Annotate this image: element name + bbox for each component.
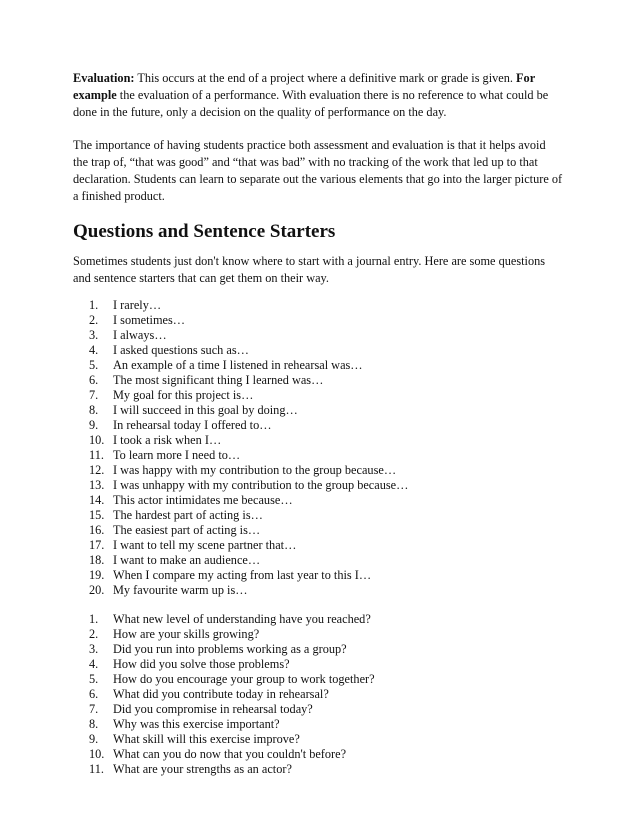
list-item-text: My favourite warm up is…: [113, 583, 248, 597]
sentence-starter-item: [73, 538, 563, 553]
list-number: 16.: [89, 523, 105, 537]
list-number: 6.: [89, 373, 99, 387]
list-item-text: I always…: [113, 328, 167, 342]
list-number: 17.: [89, 538, 105, 552]
sentence-starter-item: [73, 478, 563, 493]
list-number: 8.: [89, 717, 99, 731]
list-number: 1.: [89, 612, 99, 626]
sentence-starter-item: [73, 358, 563, 373]
question-item: [73, 717, 563, 732]
list-item-text: How are your skills growing?: [113, 627, 260, 641]
list-item-text: What are your strengths as an actor?: [113, 762, 292, 776]
list-item-text: The hardest part of acting is…: [113, 508, 263, 522]
list-item-text: My goal for this project is…: [113, 388, 254, 402]
list-number: 10.: [89, 747, 105, 761]
sentence-starter-item: [73, 298, 563, 313]
evaluation-text-1: This occurs at the end of a project where a definitive mark or grade is given.: [134, 71, 517, 85]
list-number: 1.: [89, 298, 99, 312]
list-number: 5.: [89, 672, 99, 686]
list-item-text: I asked questions such as…: [113, 343, 249, 357]
list-item-text: To learn more I need to…: [113, 448, 241, 462]
question-item: [73, 612, 563, 627]
sentence-starter-item: [73, 388, 563, 403]
list-item-text: This actor intimidates me because…: [113, 493, 293, 507]
list-item-text: I want to make an audience…: [113, 553, 261, 567]
evaluation-emphasis: For example: [73, 71, 535, 102]
list-number: 12.: [89, 463, 105, 477]
list-number: 6.: [89, 687, 99, 701]
sentence-starter-item: [73, 568, 563, 583]
sentence-starter-item: [73, 418, 563, 433]
list-item-text: What did you contribute today in rehearsal?: [113, 687, 329, 701]
list-number: 10.: [89, 433, 105, 447]
question-item: [73, 747, 563, 762]
list-number: 2.: [89, 627, 99, 641]
question-item: [73, 657, 563, 672]
list-item-text: An example of a time I listened in rehearsal was…: [113, 358, 363, 372]
sentence-starter-item: [73, 403, 563, 418]
list-item-text: The most significant thing I learned was…: [113, 373, 324, 387]
question-item: [73, 732, 563, 747]
list-number: 8.: [89, 403, 99, 417]
sentence-starter-item: [73, 508, 563, 523]
list-number: 15.: [89, 508, 105, 522]
list-item-text: I will succeed in this goal by doing…: [113, 403, 298, 417]
list-item-text: When I compare my acting from last year to this I…: [113, 568, 372, 582]
sentence-starter-item: [73, 373, 563, 388]
sentence-starter-item: [73, 343, 563, 358]
list-number: 9.: [89, 418, 99, 432]
importance-paragraph: The importance of having students practice both assessment and evaluation is that it helps avoid the trap of, “that was good” and “that was bad” with no tracking of the work that led up to that declaration. Students can learn to separate out the various elements that go into the larger picture of a finished product.: [73, 138, 563, 203]
list-item-text: I want to tell my scene partner that…: [113, 538, 297, 552]
list-item-text: How do you encourage your group to work together?: [113, 672, 375, 686]
question-item: [73, 702, 563, 717]
list-item-text: I was unhappy with my contribution to the group because…: [113, 478, 409, 492]
evaluation-text-2: the evaluation of a performance. With evaluation there is no reference to what could be done in the future, only a decision on the quality of performance on the day.: [73, 88, 549, 119]
document-page: [73, 70, 563, 777]
question-item: [73, 642, 563, 657]
list-number: 14.: [89, 493, 105, 507]
list-number: 13.: [89, 478, 105, 492]
questions-list: [73, 612, 563, 777]
sentence-starter-item: [73, 553, 563, 568]
question-item: [73, 762, 563, 777]
question-item: [73, 672, 563, 687]
list-number: 4.: [89, 657, 99, 671]
list-number: 20.: [89, 583, 105, 597]
list-number: 7.: [89, 388, 99, 402]
question-item: [73, 627, 563, 642]
sentence-starter-item: [73, 463, 563, 478]
section-heading: Questions and Sentence Starters: [73, 221, 336, 242]
list-number: 18.: [89, 553, 105, 567]
sentence-starters-list: [73, 298, 563, 598]
list-number: 3.: [89, 642, 99, 656]
list-item-text: What can you do now that you couldn't before?: [113, 747, 347, 761]
evaluation-term: Evaluation:: [73, 71, 135, 85]
list-item-text: I was happy with my contribution to the group because…: [113, 463, 397, 477]
sentence-starter-item: [73, 328, 563, 343]
list-item-text: I rarely…: [113, 298, 162, 312]
sentence-starter-item: [73, 493, 563, 508]
question-item: [73, 687, 563, 702]
list-number: 4.: [89, 343, 99, 357]
list-number: 2.: [89, 313, 99, 327]
list-number: 11.: [89, 762, 104, 776]
list-item-text: In rehearsal today I offered to…: [113, 418, 272, 432]
list-item-text: How did you solve those problems?: [113, 657, 290, 671]
list-item-text: The easiest part of acting is…: [113, 523, 261, 537]
list-number: 19.: [89, 568, 105, 582]
list-number: 9.: [89, 732, 99, 746]
sentence-starter-item: [73, 583, 563, 598]
list-item-text: What skill will this exercise improve?: [113, 732, 300, 746]
list-item-text: What new level of understanding have you reached?: [113, 612, 371, 626]
sentence-starter-item: [73, 448, 563, 463]
list-item-text: Why was this exercise important?: [113, 717, 280, 731]
list-item-text: I sometimes…: [113, 313, 186, 327]
list-item-text: I took a risk when I…: [113, 433, 222, 447]
list-number: 5.: [89, 358, 99, 372]
sentence-starter-item: [73, 433, 563, 448]
list-item-text: Did you compromise in rehearsal today?: [113, 702, 313, 716]
list-number: 7.: [89, 702, 99, 716]
section-intro: Sometimes students just don't know where to start with a journal entry. Here are some questions and sentence starters that can get them on their way.: [73, 254, 546, 285]
list-item-text: Did you run into problems working as a group?: [113, 642, 347, 656]
sentence-starter-item: [73, 523, 563, 538]
sentence-starter-item: [73, 313, 563, 328]
list-number: 3.: [89, 328, 99, 342]
list-number: 11.: [89, 448, 104, 462]
evaluation-paragraph: [73, 70, 563, 121]
